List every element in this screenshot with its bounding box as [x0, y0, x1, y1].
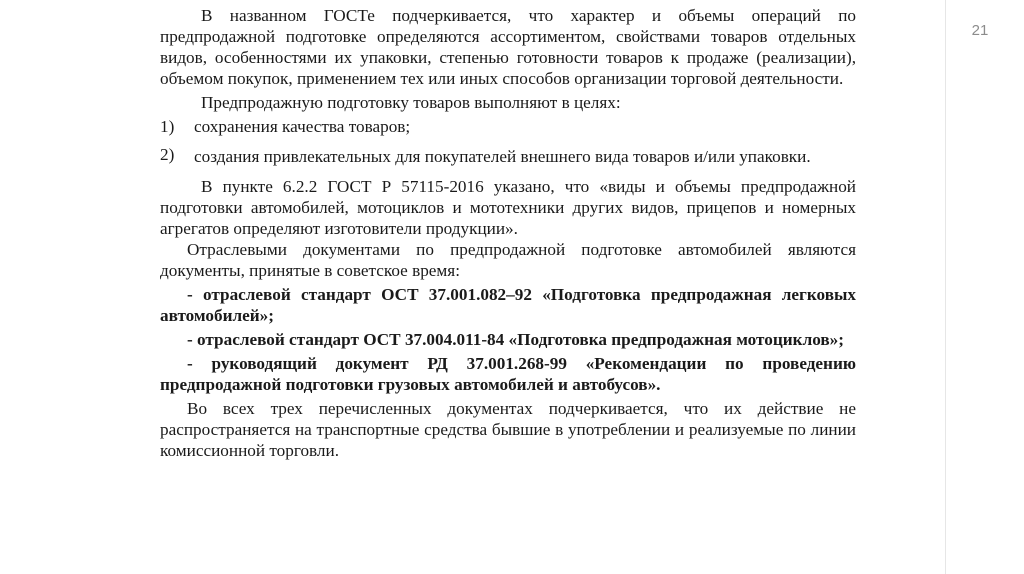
- list-item-2: [160, 144, 856, 170]
- bold-item-ost-082: - отраслевой стандарт ОСТ 37.001.082–92 «Подготовка предпродажная легковых автомобилей»;: [160, 285, 856, 325]
- page-number: 21: [971, 22, 989, 39]
- paragraph-conclusion: Во всех трех перечисленных документах подчеркивается, что их действие не распространяется на транспортные средства бывшие в употреблении и реализуемые по линии комиссионной торговли.: [160, 399, 856, 460]
- slide-body: [160, 5, 856, 461]
- paragraph-industry-docs: Отраслевыми документами по предпродажной подготовке автомобилей являются документы, принятые в советское время:: [160, 240, 856, 280]
- list-item-1: [160, 116, 856, 137]
- bold-item-ost-011: - отраслевой стандарт ОСТ 37.004.011-84 «Подготовка предпродажная мотоциклов»;: [187, 330, 844, 349]
- paragraph-gost-57115: В пункте 6.2.2 ГОСТ Р 57115-2016 указано, что «виды и объемы предпродажной подготовки автомобилей, мотоциклов и мототехники других видов, прицепов и номерных агрегатов определяют изготовители продукции».: [160, 177, 856, 238]
- list-text: сохранения качества товаров;: [194, 117, 411, 136]
- slide-divider: [945, 0, 946, 574]
- list-text: создания привлекательных для покупателей внешнего вида товаров и/или упаковки.: [194, 147, 811, 166]
- list-number: 2): [160, 145, 175, 164]
- list-number: 1): [160, 117, 175, 136]
- bold-item-rd-268: - руководящий документ РД 37.001.268-99 «Рекомендации по проведению предпродажной подготовки грузовых автомобилей и автобусов».: [160, 354, 856, 394]
- paragraph-goals-intro: Предпродажную подготовку товаров выполняют в целях:: [201, 93, 621, 112]
- paragraph-gost-operations: В названном ГОСТе подчеркивается, что характер и объемы операций по предпродажной подготовке определяются ассортиментом, свойствами товаров отдельных видов, особенностями их упаковки, степенью готовности товаров к продаже (реализации), объемом покупок, применением тех или иных способов организации торговой деятельности.: [160, 6, 856, 88]
